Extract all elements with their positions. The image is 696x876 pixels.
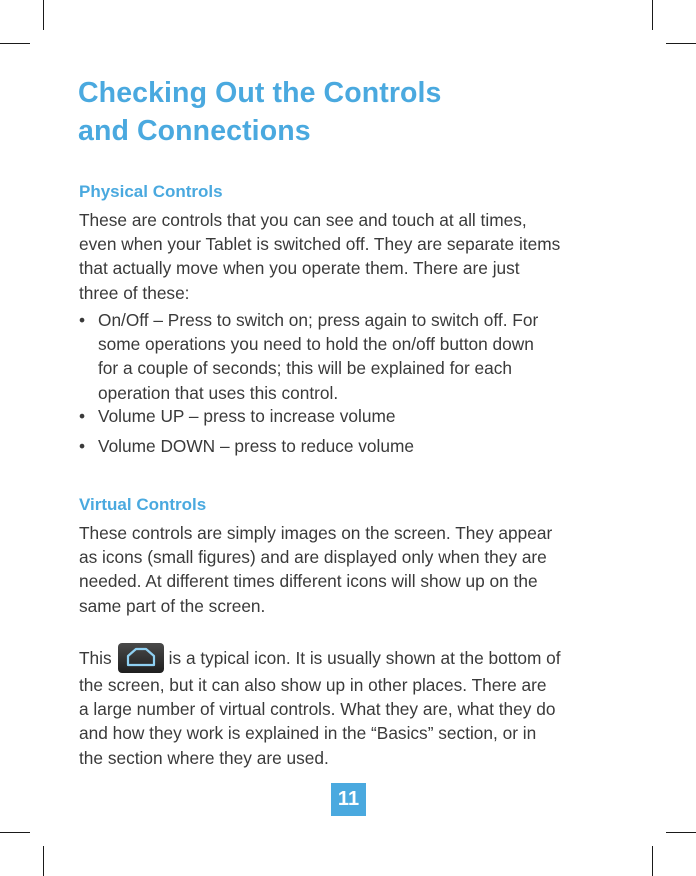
page-number: 11 bbox=[331, 783, 366, 816]
text-line: is a typical icon. It is usually shown at the bottom of bbox=[168, 648, 561, 668]
text-line: and how they work is explained in the “Basics” section, or in bbox=[79, 723, 537, 744]
text-line: operation that uses this control. bbox=[98, 382, 339, 403]
crop-mark bbox=[652, 846, 653, 876]
crop-mark bbox=[666, 43, 696, 44]
text-line: as icons (small figures) and are displayed only when they are bbox=[79, 547, 547, 568]
physical-intro bbox=[79, 208, 639, 305]
text-line: Volume UP – press to increase volume bbox=[98, 406, 396, 426]
home-icon bbox=[118, 643, 164, 673]
text-line: Volume DOWN – press to reduce volume bbox=[98, 436, 414, 456]
title-line: and Connections bbox=[78, 115, 311, 147]
section-heading-physical: Physical Controls bbox=[79, 182, 223, 201]
text-line: for a couple of seconds; this will be explained for each bbox=[98, 358, 513, 379]
text-line: some operations you need to hold the on/off button down bbox=[98, 334, 534, 355]
crop-mark bbox=[0, 832, 30, 833]
text-line: a large number of virtual controls. What they are, what they do bbox=[79, 699, 556, 720]
text-line: even when your Tablet is switched off. They are separate items bbox=[79, 234, 561, 255]
list-item-volume-down bbox=[79, 434, 639, 458]
list-item-volume-up bbox=[79, 404, 639, 428]
crop-mark bbox=[0, 43, 30, 44]
crop-mark bbox=[43, 0, 44, 30]
icon-paragraph bbox=[79, 643, 639, 770]
bullet-icon: • bbox=[79, 310, 86, 330]
text-line: This bbox=[79, 648, 112, 668]
section-heading-virtual: Virtual Controls bbox=[79, 495, 207, 514]
text-line: needed. At different times different icons will show up on the bbox=[79, 571, 538, 592]
list-item-on-off bbox=[79, 308, 639, 405]
text-line: the screen, but it can also show up in other places. There are bbox=[79, 675, 547, 695]
bullet-icon: • bbox=[79, 436, 86, 456]
text-line: same part of the screen. bbox=[79, 595, 266, 616]
crop-mark bbox=[666, 832, 696, 833]
text-line: three of these: bbox=[79, 282, 190, 303]
bullet-icon: • bbox=[79, 406, 86, 426]
text-line: These are controls that you can see and touch at all times, bbox=[79, 210, 527, 230]
crop-mark bbox=[652, 0, 653, 30]
crop-mark bbox=[43, 846, 44, 876]
title-line: Checking Out the Controls bbox=[78, 77, 442, 109]
text-line: that actually move when you operate them. There are just bbox=[79, 258, 520, 279]
text-line: These controls are simply images on the screen. They appear bbox=[79, 523, 553, 543]
text-line: the section where they are used. bbox=[79, 747, 329, 768]
page-title bbox=[78, 74, 442, 150]
virtual-intro bbox=[79, 521, 639, 618]
text-line: On/Off – Press to switch on; press again to switch off. For bbox=[98, 310, 539, 330]
